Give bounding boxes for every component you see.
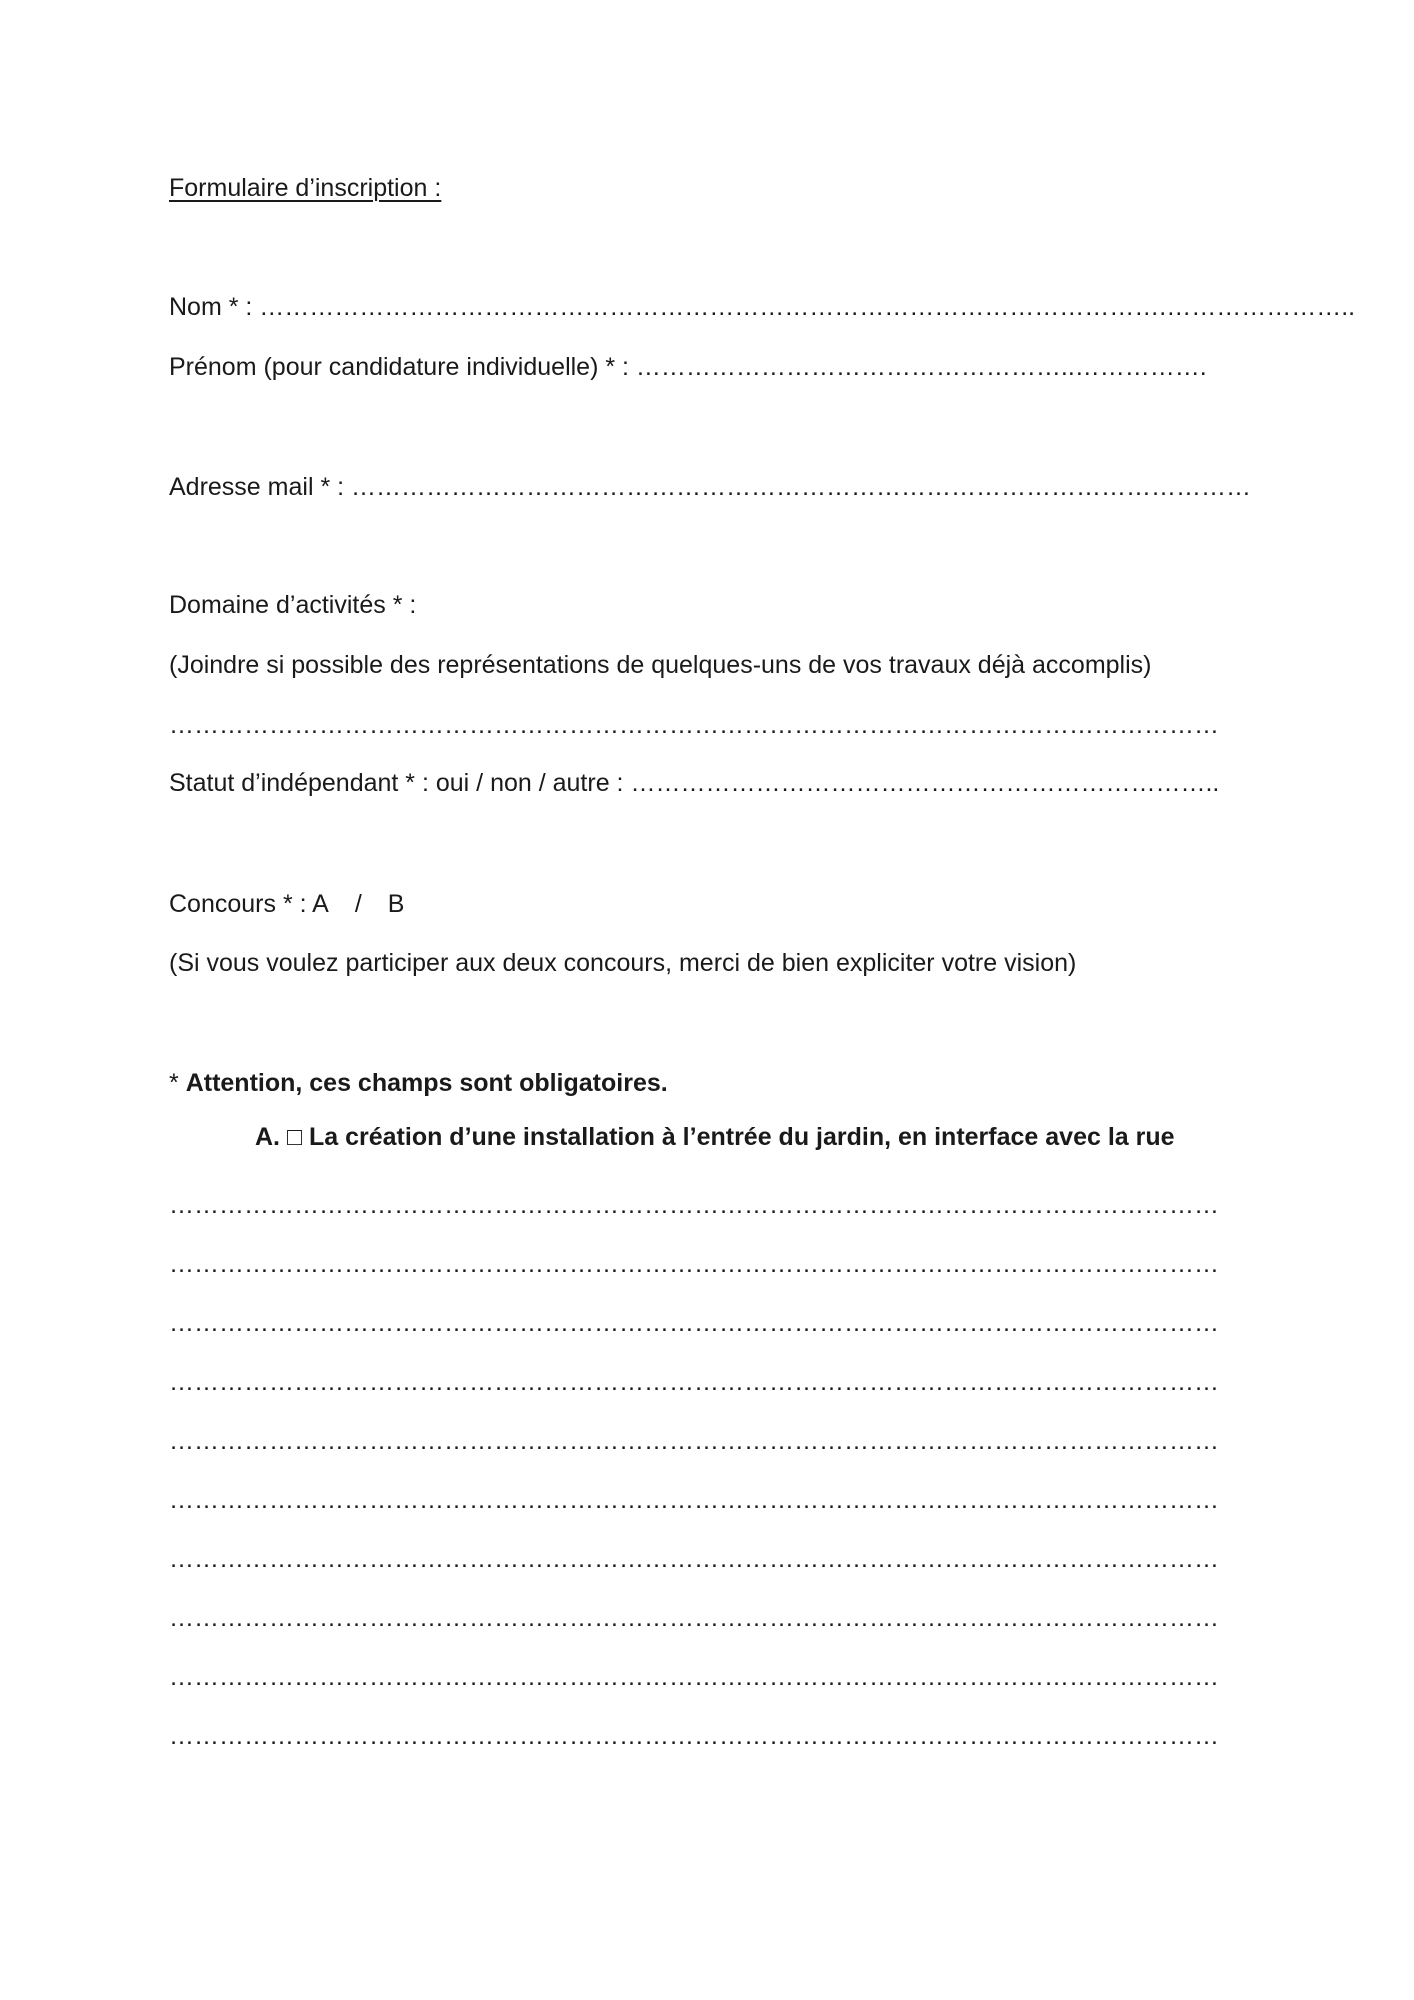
answer-line: ……………………………………………………………………………………………………………… — [169, 1486, 1219, 1514]
concours-note: (Si vous voulez participer aux deux concours, merci de bien expliciter votre vision) — [169, 949, 1077, 977]
statut-field: Statut d’indépendant * : oui / non / autre : …………………………………………………………….. — [169, 769, 1220, 797]
attention-star: * — [169, 1069, 186, 1097]
answer-line: ……………………………………………………………………………………………………………… — [169, 1191, 1219, 1219]
domaine-label: Domaine d’activités * : — [169, 591, 417, 619]
answer-line: ……………………………………………………………………………………………………………… — [169, 1722, 1219, 1750]
answer-line: ……………………………………………………………………………………………………………… — [169, 1663, 1219, 1691]
prenom-field: Prénom (pour candidature individuelle) * : ……………………………………………..……………. — [169, 353, 1207, 381]
form-title: Formulaire d’inscription : — [169, 174, 442, 202]
attention-text: Attention, ces champs sont obligatoires. — [185, 1069, 668, 1097]
concours-option-b: B — [387, 890, 405, 918]
concours-field — [169, 889, 404, 919]
answer-line: ……………………………………………………………………………………………………………… — [169, 1368, 1219, 1396]
attention-notice — [169, 1068, 668, 1098]
answer-line: ……………………………………………………………………………………………………………… — [169, 1309, 1219, 1337]
concours-separator: / — [354, 890, 362, 918]
answer-line: ……………………………………………………………………………………………………………… — [169, 1604, 1219, 1632]
answer-line: ……………………………………………………………………………………………………………… — [169, 1427, 1219, 1455]
answer-line: ……………………………………………………………………………………………………………… — [169, 1250, 1219, 1278]
concours-label: Concours * : A — [169, 890, 329, 918]
answer-line: ……………………………………………………………………………………………………………… — [169, 1545, 1219, 1573]
nom-field: Nom * : ……………………………………………………………………………………………….………………….. — [169, 293, 1356, 321]
section-a-heading: A. □ La création d’une installation à l’entrée du jardin, en interface avec la rue — [255, 1123, 1175, 1151]
domaine-answer-line: ……………………………………………………………………………………………………………… — [169, 711, 1219, 739]
email-field: Adresse mail * : ……………………………………………………………………………………………… — [169, 473, 1252, 501]
domaine-note: (Joindre si possible des représentations de quelques-uns de vos travaux déjà accomplis) — [169, 651, 1152, 679]
